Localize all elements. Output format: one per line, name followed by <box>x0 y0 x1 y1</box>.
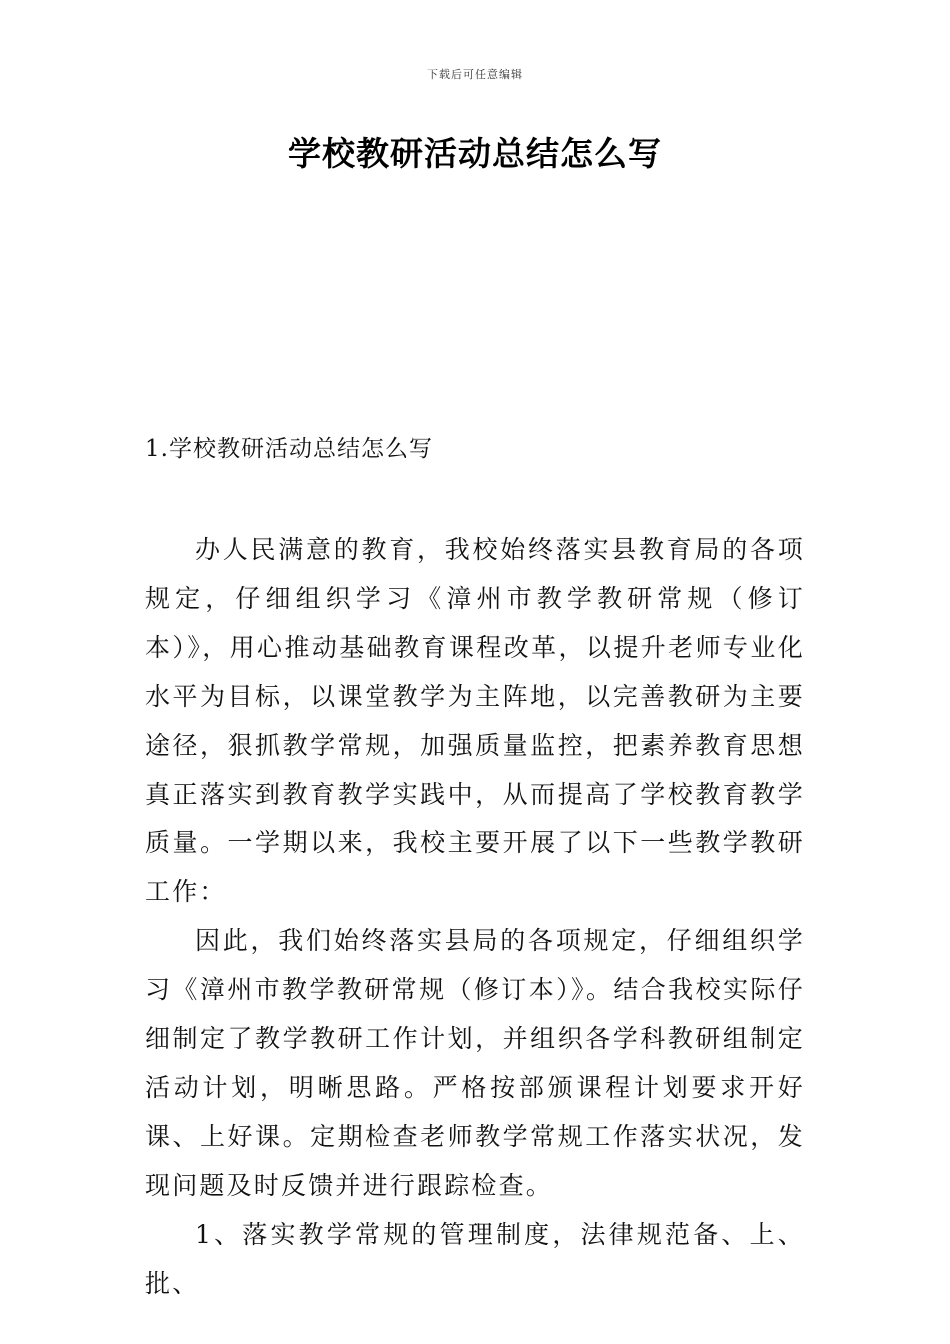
paragraph-3: 1、落实教学常规的管理制度，法律规范备、上、批、 <box>145 1219 805 1298</box>
document-title: 学校教研活动总结怎么写 <box>288 134 662 173</box>
paragraph-1: 办人民满意的教育，我校始终落实县教育局的各项规定，仔细组织学习《漳州市教学教研常规（修订本）》，用心推动基础教育课程改革，以提升老师专业化水平为目标，以课堂教学为主阵地，以完善教研为主要途径，狠抓教学常规，加强质量监控，把素养教育思想真正落实到教育教学实践中，从而提高了学校教育教学质量。一学期以来，我校主要开展了以下一些教学教研工作： <box>145 535 805 907</box>
paragraph-2: 因此，我们始终落实县局的各项规定，仔细组织学习《漳州市教学教研常规（修订本）》。结合我校实际仔细制定了教学教研工作计划，并组织各学科教研组制定活动计划，明晰思路。严格按部颁课程计划要求开好课、上好课。定期检查老师教学常规工作落实状况，发现问题及时反馈并进行跟踪检查。 <box>145 926 805 1200</box>
section-heading: 1.学校教研活动总结怎么写 <box>145 436 433 462</box>
body-text <box>145 526 805 1309</box>
header-note: 下载后可任意编辑 <box>427 68 523 81</box>
